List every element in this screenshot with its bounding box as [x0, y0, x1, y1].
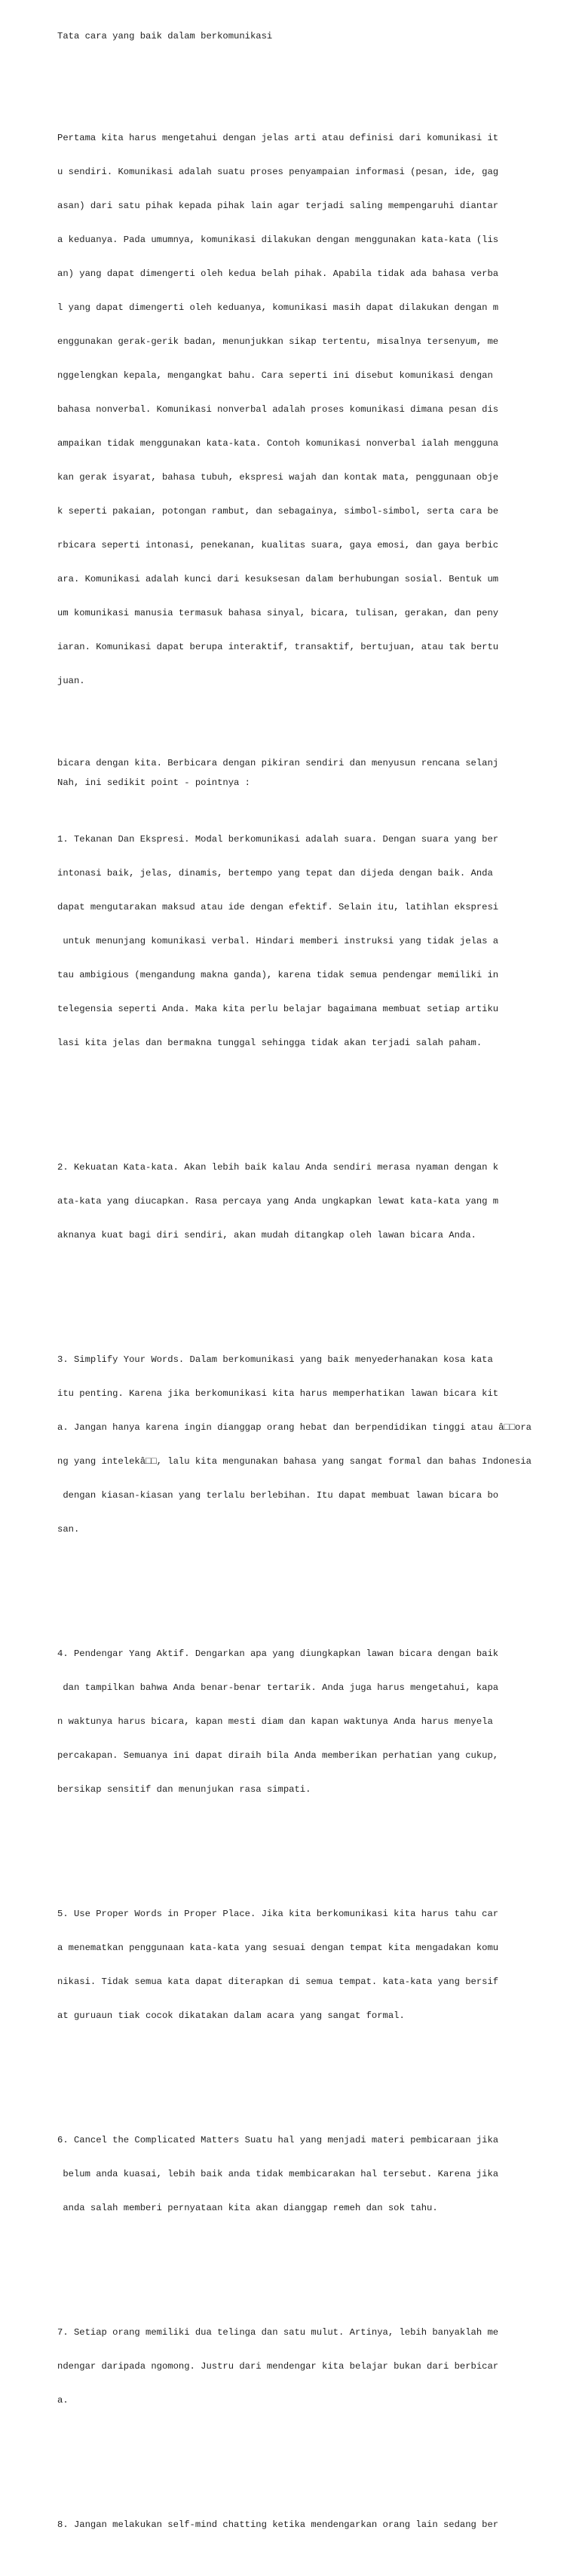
- text-line: nggelengkan kepala, mengangkat bahu. Cara seperti ini disebut komunikasi dengan: [57, 370, 493, 381]
- points-intro: Nah, ini sedikit point - pointnya :: [57, 777, 250, 788]
- text-line: Pertama kita harus mengetahui dengan jelas arti atau definisi dari komunikasi it: [57, 133, 499, 143]
- text-line: at guruaun tiak cocok dikatakan dalam acara yang sangat formal.: [57, 2010, 405, 2021]
- text-line: ndengar daripada ngomong. Justru dari mendengar kita belajar bukan dari berbicar: [57, 2361, 499, 2372]
- text-line: belum anda kuasai, lebih baik anda tidak membicarakan hal tersebut. Karena jika: [57, 2169, 499, 2179]
- text-line: 7. Setiap orang memiliki dua telinga dan satu mulut. Artinya, lebih banyaklah me: [57, 2327, 499, 2338]
- text-line: ampaikan tidak menggunakan kata-kata. Contoh komunikasi nonverbal ialah mengguna: [57, 438, 499, 449]
- page-bottom-line: bicara dengan kita. Berbicara dengan pikiran sendiri dan menyusun rencana selanj: [57, 758, 499, 768]
- point-2: [57, 1139, 570, 1264]
- text-line: iaran. Komunikasi dapat berupa interaktif, transaktif, bertujuan, atau tak bertu: [57, 642, 499, 652]
- text-line: 8. Jangan melakukan self-mind chatting ketika mendengarkan orang lain sedang ber: [57, 2519, 499, 2530]
- text-line: 3. Simplify Your Words. Dalam berkomunikasi yang baik menyederhanakan kosa kata: [57, 1354, 493, 1365]
- paragraph-definition: [57, 110, 570, 710]
- text-line: dengan kiasan-kiasan yang terlalu berlebihan. Itu dapat membuat lawan bicara bo: [57, 1490, 499, 1501]
- text-line: untuk menunjang komunikasi verbal. Hindari memberi instruksi yang tidak jelas a: [57, 936, 499, 946]
- text-line: u sendiri. Komunikasi adalah suatu proses penyampaian informasi (pesan, ide, gag: [57, 167, 499, 177]
- text-line: a menematkan penggunaan kata-kata yang sesuai dengan tempat kita mengadakan komu: [57, 1943, 499, 1953]
- text-line: intonasi baik, jelas, dinamis, bertempo yang tepat dan dijeda dengan baik. Anda: [57, 868, 493, 879]
- text-line: 6. Cancel the Complicated Matters Suatu hal yang menjadi materi pembicaraan jika: [57, 2135, 499, 2145]
- text-line: juan.: [57, 676, 85, 686]
- text-line: anda salah memberi pernyataan kita akan dianggap remeh dan sok tahu.: [57, 2203, 438, 2213]
- text-line: k seperti pakaian, potongan rambut, dan sebagainya, simbol-simbol, serta cara be: [57, 506, 499, 517]
- point-6: [57, 2112, 570, 2237]
- point-7: [57, 2305, 570, 2429]
- text-line: l yang dapat dimengerti oleh keduanya, komunikasi masih dapat dilakukan dengan m: [57, 302, 499, 313]
- text-line: rbicara seperti intonasi, penekanan, kualitas suara, gaya emosi, dan gaya berbic: [57, 540, 499, 550]
- text-line: dan tampilkan bahwa Anda benar-benar tertarik. Anda juga harus mengetahui, kapa: [57, 1682, 499, 1693]
- text-line: ng yang intelekâ□□, lalu kita mengunakan bahasa yang sangat formal dan bahas Indonesia: [57, 1456, 532, 1467]
- document-body: [57, 8, 570, 2576]
- text-line: bersikap sensitif dan menunjukan rasa simpati.: [57, 1784, 311, 1795]
- text-line: ara. Komunikasi adalah kunci dari kesuksesan dalam berhubungan sosial. Bentuk um: [57, 574, 499, 584]
- text-line: a. Jangan hanya karena ingin dianggap orang hebat dan berpendidikan tinggi atau â□□ora: [57, 1422, 532, 1433]
- point-1: [57, 811, 570, 1072]
- text-line: telegensia seperti Anda. Maka kita perlu belajar bagaimana membuat setiap artiku: [57, 1004, 499, 1014]
- text-line: kan gerak isyarat, bahasa tubuh, ekspresi wajah dan kontak mata, penggunaan obje: [57, 472, 499, 483]
- text-line: dapat mengutarakan maksud atau ide dengan efektif. Selain itu, latihlan ekspresi: [57, 902, 499, 912]
- text-line: um komunikasi manusia termasuk bahasa sinyal, bicara, tulisan, gerakan, dan peny: [57, 608, 499, 618]
- text-line: 4. Pendengar Yang Aktif. Dengarkan apa yang diungkapkan lawan bicara dengan baik: [57, 1648, 499, 1659]
- text-line: percakapan. Semuanya ini dapat diraih bila Anda memberikan perhatian yang cukup,: [57, 1750, 499, 1761]
- text-line: nikasi. Tidak semua kata dapat diterapkan di semua tempat. kata-kata yang bersif: [57, 1976, 499, 1987]
- text-line: tau ambigious (mengandung makna ganda), karena tidak semua pendengar memiliki in: [57, 970, 499, 980]
- text-line: ata-kata yang diucapkan. Rasa percaya yang Anda ungkapkan lewat kata-kata yang m: [57, 1196, 499, 1207]
- text-line: 5. Use Proper Words in Proper Place. Jika kita berkomunikasi kita harus tahu car: [57, 1909, 499, 1919]
- text-line: san.: [57, 1524, 80, 1535]
- text-line: enggunakan gerak-gerik badan, menunjukkan sikap tertentu, misalnya tersenyum, me: [57, 336, 499, 347]
- point-3: [57, 1332, 570, 1558]
- text-line: a keduanya. Pada umumnya, komunikasi dilakukan dengan menggunakan kata-kata (lis: [57, 235, 499, 245]
- point-8: [57, 2497, 570, 2553]
- text-line: 1. Tekanan Dan Ekspresi. Modal berkomunikasi adalah suara. Dengan suara yang ber: [57, 834, 499, 845]
- text-line: itu penting. Karena jika berkomunikasi kita harus memperhatikan lawan bicara kit: [57, 1388, 499, 1399]
- text-line: bahasa nonverbal. Komunikasi nonverbal adalah proses komunikasi dimana pesan dis: [57, 404, 499, 415]
- point-4: [57, 1626, 570, 1818]
- point-5: [57, 1886, 570, 2044]
- text-line: lasi kita jelas dan bermakna tunggal sehingga tidak akan terjadi salah paham.: [57, 1038, 482, 1048]
- text-line: an) yang dapat dimengerti oleh kedua belah pihak. Apabila tidak ada bahasa verba: [57, 268, 499, 279]
- document-title: Tata cara yang baik dalam berkomunikasi: [57, 31, 273, 41]
- text-line: n waktunya harus bicara, kapan mesti diam dan kapan waktunya Anda harus menyela: [57, 1716, 493, 1727]
- text-line: asan) dari satu pihak kepada pihak lain agar terjadi saling mempengaruhi diantar: [57, 201, 499, 211]
- text-line: a.: [57, 2395, 69, 2406]
- text-line: aknanya kuat bagi diri sendiri, akan mudah ditangkap oleh lawan bicara Anda.: [57, 1230, 476, 1240]
- text-line: 2. Kekuatan Kata-kata. Akan lebih baik kalau Anda sendiri merasa nyaman dengan k: [57, 1162, 499, 1173]
